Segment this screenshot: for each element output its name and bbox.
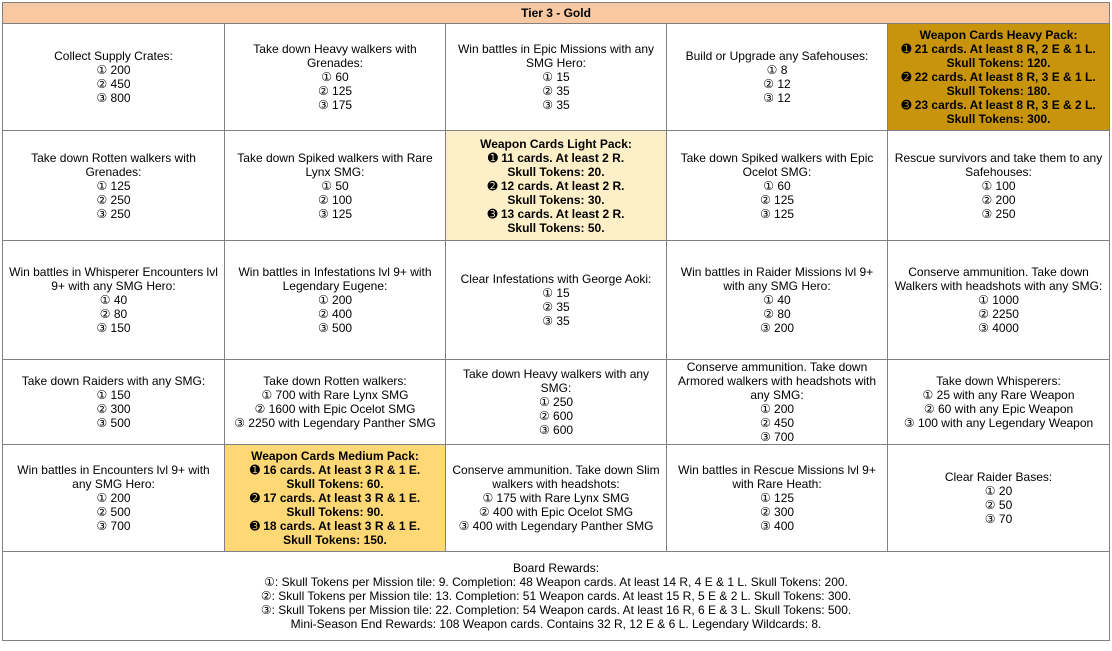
tile-description: Win battles in Infestations lvl 9+ with Legendary Eugene: bbox=[238, 265, 432, 293]
tile-tier-line: Skull Tokens: 90. bbox=[286, 505, 384, 519]
tile-tier-line: ① 175 with Rare Lynx SMG bbox=[482, 491, 630, 505]
tile-description: Win battles in Epic Missions with any SMG Hero: bbox=[457, 42, 655, 70]
tile-tier-line: ① 200 bbox=[759, 402, 795, 416]
mission-tile bbox=[3, 445, 225, 552]
mission-tile bbox=[667, 131, 888, 241]
tile-tier-line: ② 450 bbox=[96, 77, 131, 91]
tile-tier-line: Skull Tokens: 300. bbox=[946, 112, 1051, 126]
tile-description: Take down Raiders with any SMG: bbox=[21, 374, 206, 388]
tile-description: Take down Whisperers: bbox=[936, 374, 1061, 388]
tile-tier-line: ③ 700 bbox=[759, 430, 795, 444]
tile-tier-line: ③ 500 bbox=[317, 321, 353, 335]
mission-tile bbox=[667, 360, 888, 445]
board-rewards bbox=[3, 552, 1110, 641]
tile-tier-line: Skull Tokens: 30. bbox=[507, 192, 605, 207]
tile-tier-line: ① 20 bbox=[984, 484, 1013, 498]
tile-tier-line: ③ 600 bbox=[538, 423, 574, 437]
mission-tile bbox=[667, 241, 888, 360]
tile-tier-line: Skull Tokens: 60. bbox=[286, 477, 384, 491]
tile-tier-line: ② 80 bbox=[763, 307, 791, 321]
tile-tier-line: ③ 175 bbox=[317, 98, 353, 112]
tile-tier-line: ① 125 bbox=[96, 178, 131, 193]
tile-tier-line: ③ 500 bbox=[96, 416, 131, 430]
tile-tier-line: ➊ 16 cards. At least 3 R & 1 E. bbox=[249, 463, 421, 477]
tile-description: Win battles in Encounters lvl 9+ with any SMG Hero: bbox=[17, 463, 210, 491]
tile-tier-line: ② 2250 bbox=[978, 307, 1019, 321]
mission-tile bbox=[667, 445, 888, 552]
tile-description: Take down Spiked walkers with Rare Lynx SMG: bbox=[237, 150, 433, 179]
tile-tier-line: ① 150 bbox=[96, 388, 131, 402]
tile-tier-line: ① 40 bbox=[763, 293, 791, 307]
tile-tier-line: ① 200 bbox=[96, 491, 131, 505]
tile-tier-line: Skull Tokens: 150. bbox=[283, 533, 387, 547]
tile-tier-line: ① 50 bbox=[321, 178, 349, 193]
tile-tier-line: ➌ 13 cards. At least 2 R. bbox=[487, 206, 625, 221]
tile-tier-line: ① 200 bbox=[96, 63, 131, 77]
board-rewards-title: Board Rewards: bbox=[513, 561, 600, 575]
mission-tile bbox=[888, 360, 1110, 445]
tile-tier-line: Skull Tokens: 50. bbox=[507, 220, 605, 235]
mission-tile bbox=[888, 445, 1110, 552]
tile-tier-line: ① 25 with any Rare Weapon bbox=[922, 388, 1075, 402]
mission-tile bbox=[225, 24, 446, 131]
tile-tier-line: ② 125 bbox=[759, 192, 795, 207]
tile-tier-line: ① 125 bbox=[759, 491, 795, 505]
mission-tile bbox=[667, 24, 888, 131]
tile-tier-line: ③ 250 bbox=[96, 206, 131, 221]
tier-title: Tier 3 - Gold bbox=[3, 3, 1110, 24]
mission-tile bbox=[888, 131, 1110, 241]
tile-tier-line: ① 15 bbox=[542, 70, 570, 84]
tile-tier-line: ② 50 bbox=[984, 498, 1013, 512]
tile-tier-line: ➊ 11 cards. At least 2 R. bbox=[487, 150, 625, 165]
tile-description: Take down Heavy walkers with Grenades: bbox=[253, 42, 417, 70]
mission-tile bbox=[225, 131, 446, 241]
tile-tier-line: ② 300 bbox=[759, 505, 795, 519]
tile-description: Conserve ammunition. Take down Armored walkers with headshots with any SMG: bbox=[677, 360, 877, 402]
tile-tier-line: ③ 400 bbox=[759, 519, 795, 533]
tile-tier-line: ② 125 bbox=[317, 84, 353, 98]
tile-tier-line: ① 100 bbox=[981, 178, 1016, 193]
mission-board bbox=[2, 2, 1110, 641]
reward-line: Mini-Season End Rewards: 108 Weapon cards. Contains 32 R, 12 E & 6 L. Legendary Wildcards: 8. bbox=[290, 617, 822, 631]
tile-tier-line: ③ 150 bbox=[96, 321, 131, 335]
reward-line: ②: Skull Tokens per Mission tile: 13. Completion: 51 Weapon cards. At least 15 R, 5 E & 2 L. Skull Tokens: 300. bbox=[260, 589, 852, 603]
tile-tier-line: ② 450 bbox=[759, 416, 795, 430]
tile-tier-line: ① 1000 bbox=[978, 293, 1019, 307]
tile-tier-line: Skull Tokens: 120. bbox=[946, 56, 1051, 70]
tile-tier-line: ② 400 bbox=[317, 307, 353, 321]
tile-tier-line: ② 500 bbox=[96, 505, 131, 519]
tile-tier-line: ① 200 bbox=[317, 293, 353, 307]
mission-tile bbox=[446, 360, 667, 445]
tile-description: Win battles in Raider Missions lvl 9+ with any SMG Hero: bbox=[680, 265, 874, 293]
tile-description: Conserve ammunition. Take down Slim walkers with headshots: bbox=[452, 463, 660, 491]
tile-tier-line: ➋ 17 cards. At least 3 R & 1 E. bbox=[249, 491, 421, 505]
tile-tier-line: ② 250 bbox=[96, 192, 131, 207]
tile-description: Take down Rotten walkers with Grenades: bbox=[31, 150, 196, 179]
tile-tier-line: ② 12 bbox=[763, 77, 791, 91]
tile-description: Clear Infestations with George Aoki: bbox=[460, 272, 652, 286]
mission-tile bbox=[446, 241, 667, 360]
tile-tier-line: ② 60 with any Epic Weapon bbox=[923, 402, 1074, 416]
tile-tier-line: ② 80 bbox=[99, 307, 128, 321]
tile-tier-line: ➋ 12 cards. At least 2 R. bbox=[487, 178, 625, 193]
mission-tile bbox=[3, 24, 225, 131]
tile-tier-line: ③ 4000 bbox=[978, 321, 1019, 335]
tile-description: Weapon Cards Heavy Pack: bbox=[919, 28, 1078, 42]
tile-tier-line: ① 8 bbox=[766, 63, 788, 77]
tile-tier-line: ③ 12 bbox=[763, 91, 791, 105]
tile-tier-line: ③ 100 with any Legendary Weapon bbox=[903, 416, 1094, 430]
medium-pack-tile bbox=[225, 445, 446, 552]
tile-tier-line: ③ 200 bbox=[759, 321, 795, 335]
tile-tier-line: ② 100 bbox=[317, 192, 353, 207]
tile-tier-line: ③ 35 bbox=[542, 98, 570, 112]
tile-description: Collect Supply Crates: bbox=[54, 49, 173, 63]
tile-description: Take down Heavy walkers with any SMG: bbox=[462, 367, 650, 395]
tile-tier-line: ③ 70 bbox=[984, 512, 1013, 526]
tile-tier-line: ① 60 bbox=[321, 70, 349, 84]
mission-tile bbox=[225, 360, 446, 445]
mission-tile bbox=[3, 131, 225, 241]
tile-tier-line: ③ 800 bbox=[96, 91, 131, 105]
tile-tier-line: ③ 35 bbox=[542, 314, 570, 328]
tile-description: Win battles in Rescue Missions lvl 9+ with Rare Heath: bbox=[678, 463, 876, 491]
tile-description: Clear Raider Bases: bbox=[944, 470, 1053, 484]
tile-tier-line: ③ 125 bbox=[317, 206, 353, 221]
tile-tier-line: ② 35 bbox=[542, 84, 570, 98]
tile-tier-line: ③ 2250 with Legendary Panther SMG bbox=[234, 416, 436, 430]
tile-description: Rescue survivors and take them to any Safehouses: bbox=[894, 150, 1103, 179]
mission-tile bbox=[446, 445, 667, 552]
tile-description: Build or Upgrade any Safehouses: bbox=[685, 49, 869, 63]
tile-tier-line: ➌ 23 cards. At least 8 R, 3 E & 2 L. bbox=[901, 98, 1096, 112]
mission-tile bbox=[225, 241, 446, 360]
tile-description: Take down Spiked walkers with Epic Ocelot SMG: bbox=[680, 150, 874, 179]
tile-tier-line: ① 15 bbox=[542, 286, 570, 300]
mission-tile bbox=[3, 360, 225, 445]
mission-tile bbox=[888, 241, 1110, 360]
tile-tier-line: ① 60 bbox=[763, 178, 791, 193]
tile-tier-line: Skull Tokens: 20. bbox=[507, 164, 605, 179]
reward-line: ③: Skull Tokens per Mission tile: 22. Completion: 54 Weapon cards. At least 16 R, 6 E & 3 L. Skull Tokens: 500. bbox=[260, 603, 852, 617]
tile-tier-line: ➌ 18 cards. At least 3 R & 1 E. bbox=[249, 519, 421, 533]
tile-tier-line: ③ 250 bbox=[981, 206, 1016, 221]
reward-line: ①: Skull Tokens per Mission tile: 9. Completion: 48 Weapon cards. At least 14 R, 4 E & 1 L. Skull Tokens: 200. bbox=[264, 575, 848, 589]
tile-tier-line: ② 600 bbox=[538, 409, 574, 423]
heavy-pack-tile bbox=[888, 24, 1110, 131]
tile-description: Weapon Cards Light Pack: bbox=[480, 136, 632, 151]
tile-tier-line: ① 40 bbox=[99, 293, 128, 307]
tile-tier-line: ① 700 with Rare Lynx SMG bbox=[261, 388, 409, 402]
mission-tile bbox=[3, 241, 225, 360]
tile-tier-line: Skull Tokens: 180. bbox=[946, 84, 1051, 98]
tile-tier-line: ② 400 with Epic Ocelot SMG bbox=[478, 505, 634, 519]
tile-tier-line: ② 300 bbox=[96, 402, 131, 416]
tile-description: Conserve ammunition. Take down Walkers with headshots with any SMG: bbox=[894, 265, 1103, 293]
tile-tier-line: ③ 700 bbox=[96, 519, 131, 533]
tile-tier-line: ② 35 bbox=[542, 300, 570, 314]
tile-tier-line: ➊ 21 cards. At least 8 R, 2 E & 1 L. bbox=[901, 42, 1096, 56]
tile-tier-line: ➋ 22 cards. At least 8 R, 3 E & 1 L. bbox=[901, 70, 1096, 84]
tile-description: Win battles in Whisperer Encounters lvl 9+ with any SMG Hero: bbox=[9, 265, 218, 293]
tile-tier-line: ② 200 bbox=[981, 192, 1016, 207]
tile-description: Weapon Cards Medium Pack: bbox=[251, 449, 419, 463]
tile-tier-line: ③ 400 with Legendary Panther SMG bbox=[458, 519, 654, 533]
light-pack-tile bbox=[446, 131, 667, 241]
tile-tier-line: ① 250 bbox=[538, 395, 574, 409]
tile-tier-line: ② 1600 with Epic Ocelot SMG bbox=[254, 402, 416, 416]
tile-description: Take down Rotten walkers: bbox=[263, 374, 407, 388]
mission-tile bbox=[446, 24, 667, 131]
tile-tier-line: ③ 125 bbox=[759, 206, 795, 221]
